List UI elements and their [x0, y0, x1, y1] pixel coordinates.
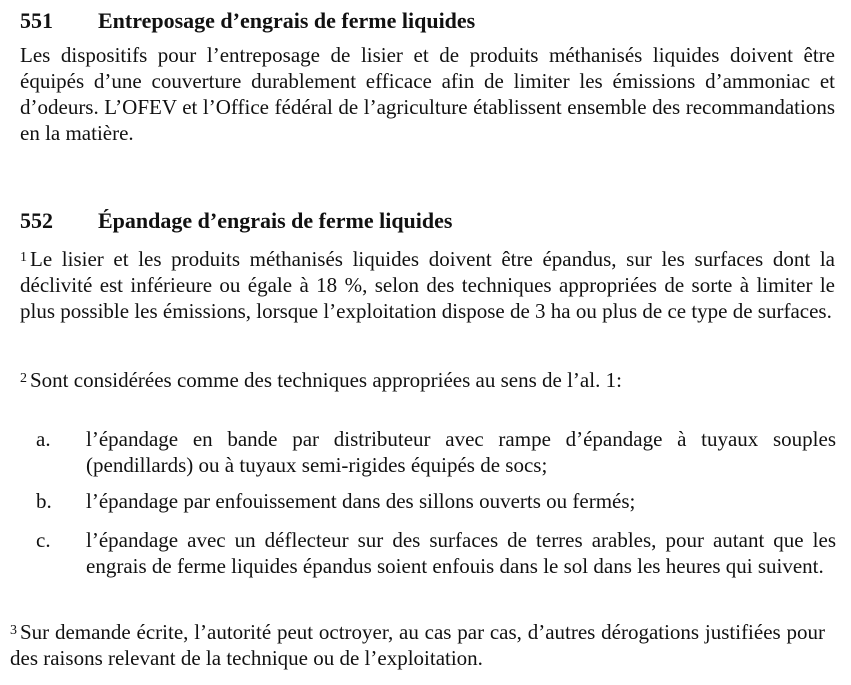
paragraph-al-1: [20, 245, 835, 324]
list-item-letter: a.: [36, 427, 51, 451]
section-551-heading: [20, 8, 475, 34]
paragraph-marker: 3: [10, 623, 17, 638]
list-item-text: l’épandage en bande par distributeur avec rampe d’épandage à tuyaux souples (pendillards) ou à tuyaux semi-rigides équipés de socs;: [86, 427, 836, 477]
section-551-body: Les dispositifs pour l’entreposage de lisier et de produits méthanisés liquides doivent être équipés d’une couverture durablement efficace afin de limiter les émissions d’ammoniac et d’odeurs. L’OFEV et l’Office fédéral de l’agriculture établissent ensemble des recommandations en la matière.: [20, 43, 835, 145]
paragraph-text: Le lisier et les produits méthanisés liquides doivent être épandus, sur les surfaces dont la déclivité est inférieure ou égale à 18 %, selon des techniques appropriées de sorte à limiter le plus possible les émissions, lorsque l’exploitation dispose de 3 ha ou plus de ce type de surfaces.: [20, 247, 835, 323]
paragraph-al-2: [20, 366, 835, 393]
list-item-text: l’épandage par enfouissement dans des sillons ouverts ou fermés;: [86, 489, 636, 513]
paragraph-text: Sur demande écrite, l’autorité peut octroyer, au cas par cas, d’autres dérogations justifiées pour des raisons relevant de la technique ou de l’exploitation.: [10, 620, 825, 670]
list-item-a: [36, 426, 836, 478]
paragraph-marker: 1: [20, 250, 27, 265]
section-title: Épandage d’engrais de ferme liquides: [98, 208, 453, 233]
paragraph-marker: 2: [20, 371, 27, 386]
list-item-text: l’épandage avec un déflecteur sur des surfaces de terres arables, pour autant que les engrais de ferme liquides épandus soient enfouis dans le sol dans les heures qui suivent.: [86, 528, 836, 578]
section-title: Entreposage d’engrais de ferme liquides: [98, 8, 476, 33]
paragraph-al-3: [10, 618, 825, 671]
section-552-heading: [20, 208, 452, 234]
paragraph-text: Sont considérées comme des techniques appropriées au sens de l’al. 1:: [30, 368, 622, 392]
list-item-b: [36, 488, 836, 514]
list-item-letter: c.: [36, 528, 51, 552]
section-number: 551: [20, 8, 53, 33]
section-number: 552: [20, 208, 53, 233]
list-item-letter: b.: [36, 489, 52, 513]
list-item-c: [36, 527, 836, 605]
